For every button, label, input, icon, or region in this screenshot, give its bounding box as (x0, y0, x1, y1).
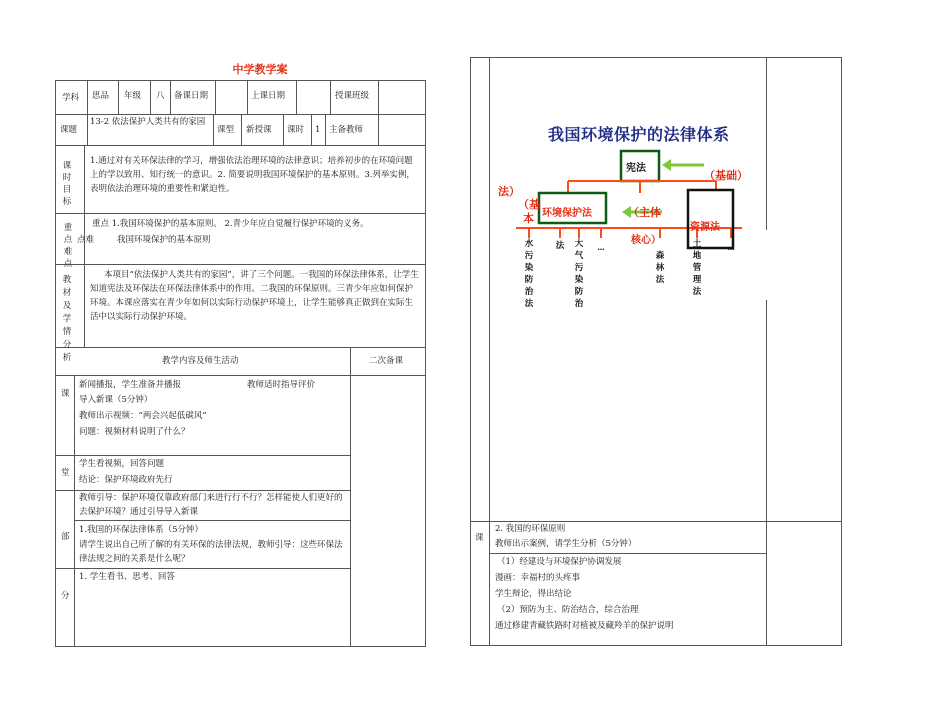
type-label: 课型 (217, 125, 235, 135)
goals-label: 课时目标 (62, 161, 72, 207)
law-forest: 森林法 (655, 251, 665, 285)
law-ellipsis-2: … (727, 244, 735, 252)
content-line-8: 教师引导：保护环境仅靠政府部门来进行行不行？怎样能使人们更好的去保护环境？通过引导导入新课 (79, 493, 343, 517)
left-note-top: 法） (498, 185, 520, 198)
content-line-7: 结论：保护环境政府先行 (79, 475, 173, 485)
topic-value: 13-2 依法保护人类共有的家园 (90, 117, 206, 127)
class-date-label: 上课日期 (251, 91, 286, 101)
right-side-label: 课 (475, 533, 484, 543)
goals-text: 1.通过对有关环保法律的学习，增强依法治理环境的法律意识；培养初步的在环境问题上的学以致用、知行统一的意识。2. 简要说明我国环境保护的基本原则。3.列举实例，表明依法治理环境的重要性和紧迫性。 (90, 156, 415, 194)
content-line-4: 教师出示视频：“两会兴起低碳风” (79, 411, 207, 421)
grade-label: 年级 (124, 91, 142, 101)
prep-date-label: 备课日期 (174, 91, 209, 101)
basis-note: （基础） (704, 169, 748, 182)
cartoon-line: 漫画：幸福村的头疼事 (495, 573, 581, 583)
law-air-pollution: 大气污染防治 (574, 239, 584, 309)
grade-value: 八 (156, 91, 165, 101)
key-points-line2-prefix: 点难 (77, 235, 95, 245)
principles-intro: 教师出示案例，请学生分析（5分钟） (495, 539, 637, 549)
left-note-bot: 本 (523, 212, 534, 225)
side-label-3: 部 (61, 532, 70, 542)
hours-label: 课时 (287, 125, 305, 135)
left-note-mid: （基 (518, 198, 540, 211)
class-label: 授课班级 (335, 91, 370, 101)
law-land-management: 土地管理法 (692, 239, 702, 297)
content-line-3: 导入新课（5分钟） (79, 395, 153, 405)
content-line-5: 问题：视频材料说明了什么？ (79, 427, 190, 437)
side-label-2: 堂 (61, 468, 70, 478)
resource-law-box: 资源法 (690, 222, 720, 233)
railway-example: 通过修建青藏铁路时对植被及藏羚羊的保护说明 (495, 621, 674, 631)
core-note-2: 核心） (631, 235, 661, 246)
side-label-1: 课 (61, 389, 70, 399)
principle-2: （2）预防为主、防治结合，综合治理 (497, 605, 639, 615)
type-value: 新授课 (246, 125, 272, 135)
page-title: 中学教学案 (232, 63, 288, 76)
law-ellipsis-1: … (597, 244, 605, 252)
hours-value: 1 (315, 125, 321, 135)
principle-1: （1）经建设与环境保护协调发展 (497, 557, 622, 567)
content-line-1: 新闻播报，学生准备并播报 (79, 380, 182, 390)
subject-label: 学科 (62, 93, 80, 103)
content-line-9: 1.我国的环保法律体系（5分钟） (79, 525, 204, 535)
topic-label: 课题 (60, 125, 78, 135)
section-header-secondary: 二次备课 (369, 356, 404, 366)
core-note: （主体 (628, 206, 661, 219)
content-line-10: 请学生说出自己所了解的有关环保的法律法规，教师引导：这些环保法律法规之间的关系是什么呢？ (79, 540, 343, 564)
law-water-pollution: 水污染防治法 (524, 239, 534, 309)
debate-line: 学生辩论，得出结论 (495, 589, 572, 599)
diagram-title: 我国环境保护的法律体系 (548, 125, 730, 144)
key-points-label: 重点难点 (63, 223, 73, 269)
key-points-line2: 我国环境保护的基本原则 (117, 235, 211, 245)
content-line-11: 1. 学生看书、思考、回答 (79, 572, 175, 582)
teacher-label: 主备教师 (329, 125, 364, 135)
content-line-2: 教师适时指导评价 (247, 380, 316, 390)
environmental-protection-law-box: 环境保护法 (542, 208, 592, 219)
section-header-main: 教学内容及师生活动 (162, 356, 239, 366)
analysis-text: 本项目“依法保护人类共有的家园”，讲了三个问题。一我国的环保法律体系，让学生知道宪法及环保法在环保法律体系中的作用。二我国的环保原则。三青少年应如何保护环境。本课应落实在青少年如何以实际行动保护环境上，让学生能够真正做到在实际生活中以实际行动保护环境。 (90, 270, 419, 322)
key-points-line1: 重点 1.我国环境保护的基本原则。 2.青少年应自觉履行保护环境的义务。 (92, 219, 369, 229)
principles-heading: 2. 我国的环保原则 (495, 524, 566, 534)
content-line-6: 学生看视频，回答问题 (79, 459, 165, 469)
subject-value: 思品 (92, 91, 110, 101)
law-fa: 法 (555, 241, 565, 251)
constitution-box: 宪法 (626, 163, 646, 174)
side-label-4: 分 (61, 591, 70, 601)
analysis-label: 教材及学情分析 (62, 275, 72, 363)
